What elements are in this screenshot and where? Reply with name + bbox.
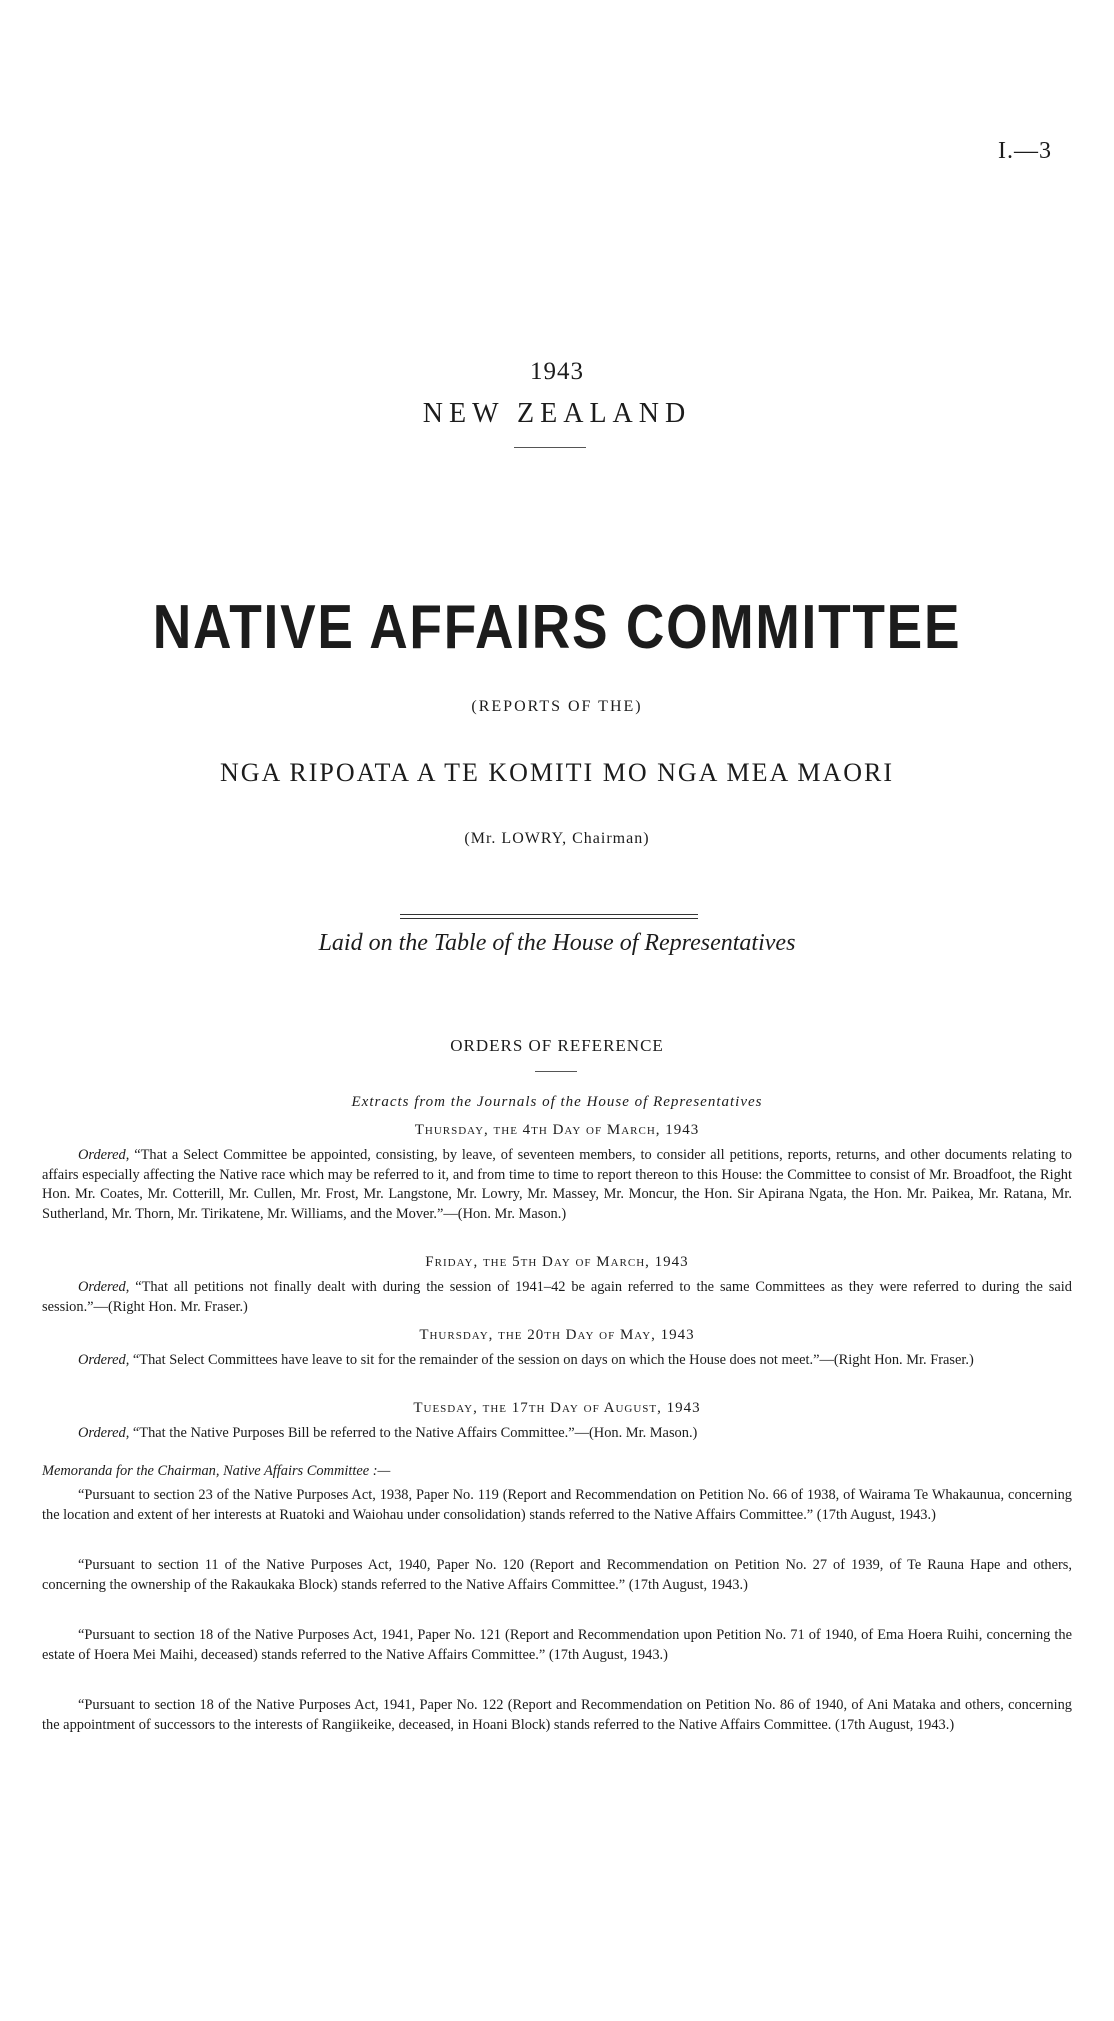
laid-on-table: Laid on the Table of the House of Representatives [318, 930, 796, 956]
ordered-label: Ordered, [78, 1279, 130, 1295]
ordered-label: Ordered, [78, 1425, 130, 1441]
entry-text [42, 1146, 1072, 1224]
memorandum-item: “Pursuant to section 23 of the Native Purposes Act, 1938, Paper No. 119 (Report and Recommendation on Petition No. 66 of 1938, of Wairama Te Whakaunua, concerning the location and extent of her interests at Ruatoki and Waiohau under consolidation) stands referred to the Native Affairs Committee.” (17th August, 1943.) [42, 1487, 1072, 1523]
year: 1943 [530, 358, 584, 385]
page-identifier: I.—3 [998, 138, 1052, 164]
entry-body: “That Select Committees have leave to sit for the remainder of the session on days on which the House does not meet.”—(Right Hon. Mr. Fraser.) [132, 1352, 974, 1368]
memorandum-item: “Pursuant to section 18 of the Native Purposes Act, 1941, Paper No. 121 (Report and Recommendation upon Petition No. 71 of 1940, of Ema Hoera Ruihi, concerning the estate of Hoera Mei Maihi, deceased) stands referred to the Native Affairs Committee.” (17th August, 1943.) [42, 1627, 1072, 1663]
memorandum-item: “Pursuant to section 18 of the Native Purposes Act, 1941, Paper No. 122 (Report and Recommendation on Petition No. 86 of 1940, of Ani Mataka and others, concerning the appointment of successors to the interests of Rangiikeike, deceased, in Hoani Block) stands referred to the Native Affairs Committee. (17th August, 1943.) [42, 1697, 1072, 1733]
entry-body: “That the Native Purposes Bill be referred to the Native Affairs Committee.”—(Hon. Mr. Mason.) [132, 1425, 698, 1441]
short-divider [535, 1071, 577, 1072]
orders-heading: ORDERS OF REFERENCE [450, 1036, 664, 1055]
entry-body: “That a Select Committee be appointed, consisting, by leave, of seventeen members, to consider all petitions, reports, returns, and other documents relating to affairs especially affecting the Native race which may be referred to it, and from time to time to report thereon to this House: the Committee to consist of Mr. Broadfoot, the Right Hon. Mr. Coates, Mr. Cotterill, Mr. Cullen, Mr. Frost, Mr. Langstone, Mr. Lowry, Mr. Massey, Mr. Moncur, the Hon. Sir Apirana Ngata, the Hon. Mr. Paikea, Mr. Ratana, Mr. Sutherland, Mr. Thorn, Mr. Tirikatene, Mr. Williams, and the Mover.”—(Hon. Mr. Mason.) [42, 1147, 1072, 1222]
maori-title: NGA RIPOATA A TE KOMITI MO NGA MEA MAORI [219, 758, 895, 787]
entry-date: Thursday, the 4th Day of March, 1943 [414, 1122, 700, 1138]
chairman-line: (Mr. LOWRY, Chairman) [464, 830, 650, 847]
double-divider [400, 914, 698, 919]
memorandum-item: “Pursuant to section 11 of the Native Purposes Act, 1940, Paper No. 120 (Report and Recommendation on Petition No. 27 of 1939, of Te Rauna Hape and others, concerning the ownership of the Rakaukaka Block) stands referred to the Native Affairs Committee.” (17th August, 1943.) [42, 1557, 1072, 1593]
entry-text [42, 1278, 1072, 1317]
extracts-heading: Extracts from the Journals of the House of Representatives [351, 1094, 763, 1110]
entry-date: Friday, the 5th Day of March, 1943 [425, 1254, 689, 1270]
document-title: NATIVE AFFAIRS COMMITTEE [152, 593, 962, 662]
ordered-label: Ordered, [78, 1147, 130, 1163]
entry-date: Thursday, the 20th Day of May, 1943 [419, 1327, 695, 1343]
entry-body: “That all petitions not finally dealt with during the session of 1941–42 be again referred to the same Committees as they were referred to during the said session.”—(Right Hon. Mr. Fraser.) [42, 1279, 1072, 1315]
ordered-label: Ordered, [78, 1352, 130, 1368]
entry-text [42, 1424, 1072, 1444]
entry-text [42, 1351, 1072, 1371]
short-divider [514, 447, 586, 448]
memoranda-heading: Memoranda for the Chairman, Native Affairs Committee :— [42, 1463, 391, 1479]
country: NEW ZEALAND [422, 398, 692, 429]
entry-date: Tuesday, the 17th Day of August, 1943 [413, 1400, 701, 1416]
document-subtitle: (REPORTS OF THE) [471, 698, 643, 715]
